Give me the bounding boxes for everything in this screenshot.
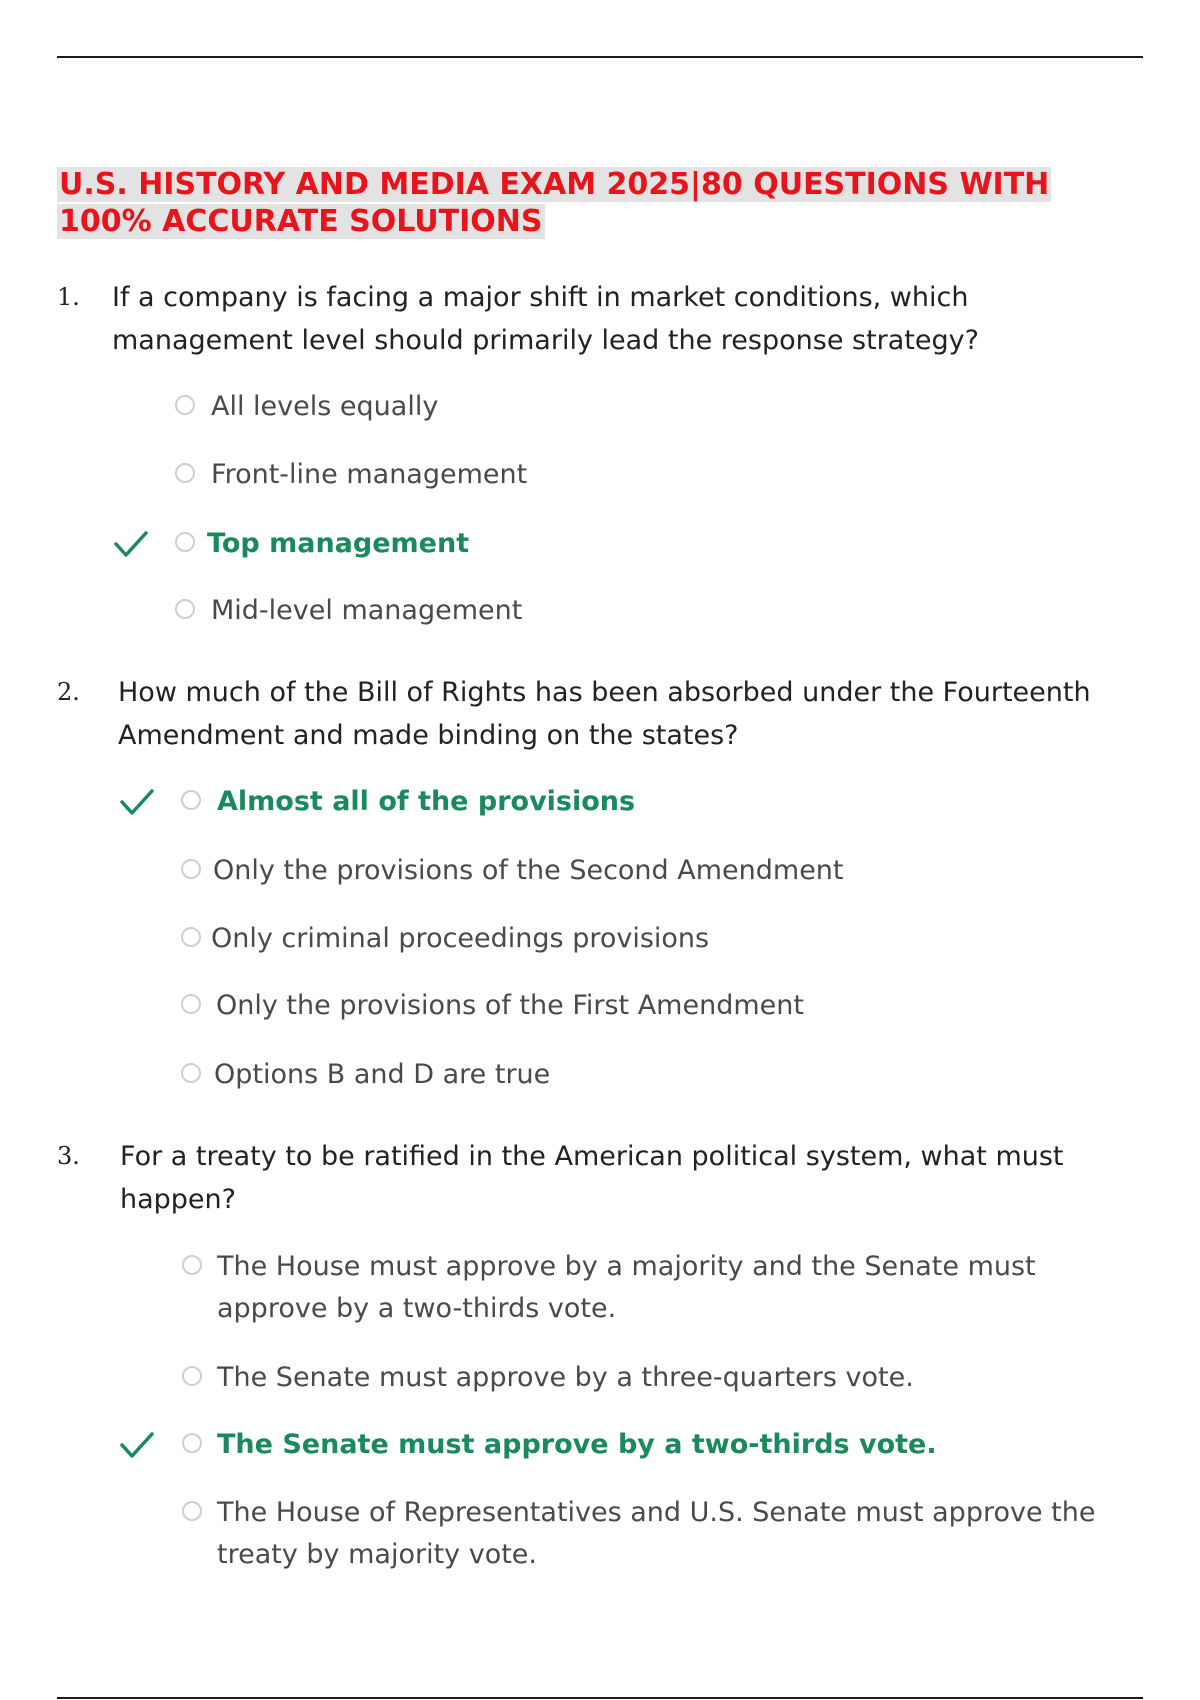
option-text: The House of Representatives and U.S. Senate must approve the treaty by majority vote. <box>217 1497 1096 1570</box>
radio-icon[interactable] <box>175 599 195 619</box>
title-line-2: 100% ACCURATE SOLUTIONS <box>59 204 543 239</box>
radio-icon[interactable] <box>181 927 201 947</box>
document-title <box>57 166 1167 240</box>
option-1b[interactable] <box>110 454 1010 498</box>
checkmark-icon <box>119 1430 155 1460</box>
radio-icon[interactable] <box>182 1255 202 1275</box>
question-text: How much of the Bill of Rights has been absorbed under the Fourteenth Amendment and made binding on the states? <box>118 677 1091 751</box>
option-text: Options B and D are true <box>214 1059 551 1090</box>
option-text: Only the provisions of the First Amendment <box>216 990 804 1021</box>
top-rule <box>57 56 1143 58</box>
question-number: 2. <box>57 678 80 706</box>
radio-icon[interactable] <box>175 532 195 552</box>
radio-icon[interactable] <box>181 1063 201 1083</box>
option-text-correct: The Senate must approve by a two-thirds vote. <box>217 1429 937 1460</box>
option-text-correct: Almost all of the provisions <box>217 786 636 817</box>
option-text: The Senate must approve by a three-quarters vote. <box>217 1362 914 1393</box>
checkmark-icon <box>119 787 155 817</box>
bottom-rule <box>57 1697 1143 1699</box>
radio-icon[interactable] <box>182 1433 202 1453</box>
option-text-correct: Top management <box>207 528 470 559</box>
radio-icon[interactable] <box>181 859 201 879</box>
option-2d[interactable] <box>116 985 1016 1029</box>
option-text: All levels equally <box>211 391 439 422</box>
option-text: Front-line management <box>211 459 528 490</box>
radio-icon[interactable] <box>181 790 201 810</box>
option-1c[interactable] <box>110 523 1010 567</box>
radio-icon[interactable] <box>181 994 201 1014</box>
option-1d[interactable] <box>110 590 1010 634</box>
option-3c[interactable] <box>116 1424 1116 1468</box>
option-3b[interactable] <box>116 1357 1116 1401</box>
question-text: For a treaty to be ratified in the American political system, what must happen? <box>120 1141 1064 1215</box>
checkmark-icon <box>113 529 149 559</box>
radio-icon[interactable] <box>175 395 195 415</box>
option-2b[interactable] <box>116 850 1016 894</box>
option-2c[interactable] <box>116 918 1016 962</box>
option-text: The House must approve by a majority and the Senate must approve by a two-thirds vote. <box>217 1251 1036 1324</box>
question-text: If a company is facing a major shift in market conditions, which management level should primarily lead the response strategy? <box>112 282 979 356</box>
option-1a[interactable] <box>110 386 1010 430</box>
option-3d[interactable] <box>116 1492 1116 1578</box>
radio-icon[interactable] <box>182 1366 202 1386</box>
question-number: 3. <box>57 1142 80 1170</box>
option-text: Only criminal proceedings provisions <box>211 923 710 954</box>
option-text: Only the provisions of the Second Amendment <box>213 855 844 886</box>
question-number: 1. <box>57 283 80 311</box>
option-2a[interactable] <box>116 781 1016 825</box>
title-line-1: U.S. HISTORY AND MEDIA EXAM 2025|80 QUESTIONS WITH <box>59 167 1050 202</box>
radio-icon[interactable] <box>182 1501 202 1521</box>
radio-icon[interactable] <box>175 463 195 483</box>
option-3a[interactable] <box>116 1246 1116 1332</box>
option-2e[interactable] <box>116 1054 1016 1098</box>
option-text: Mid-level management <box>211 595 523 626</box>
